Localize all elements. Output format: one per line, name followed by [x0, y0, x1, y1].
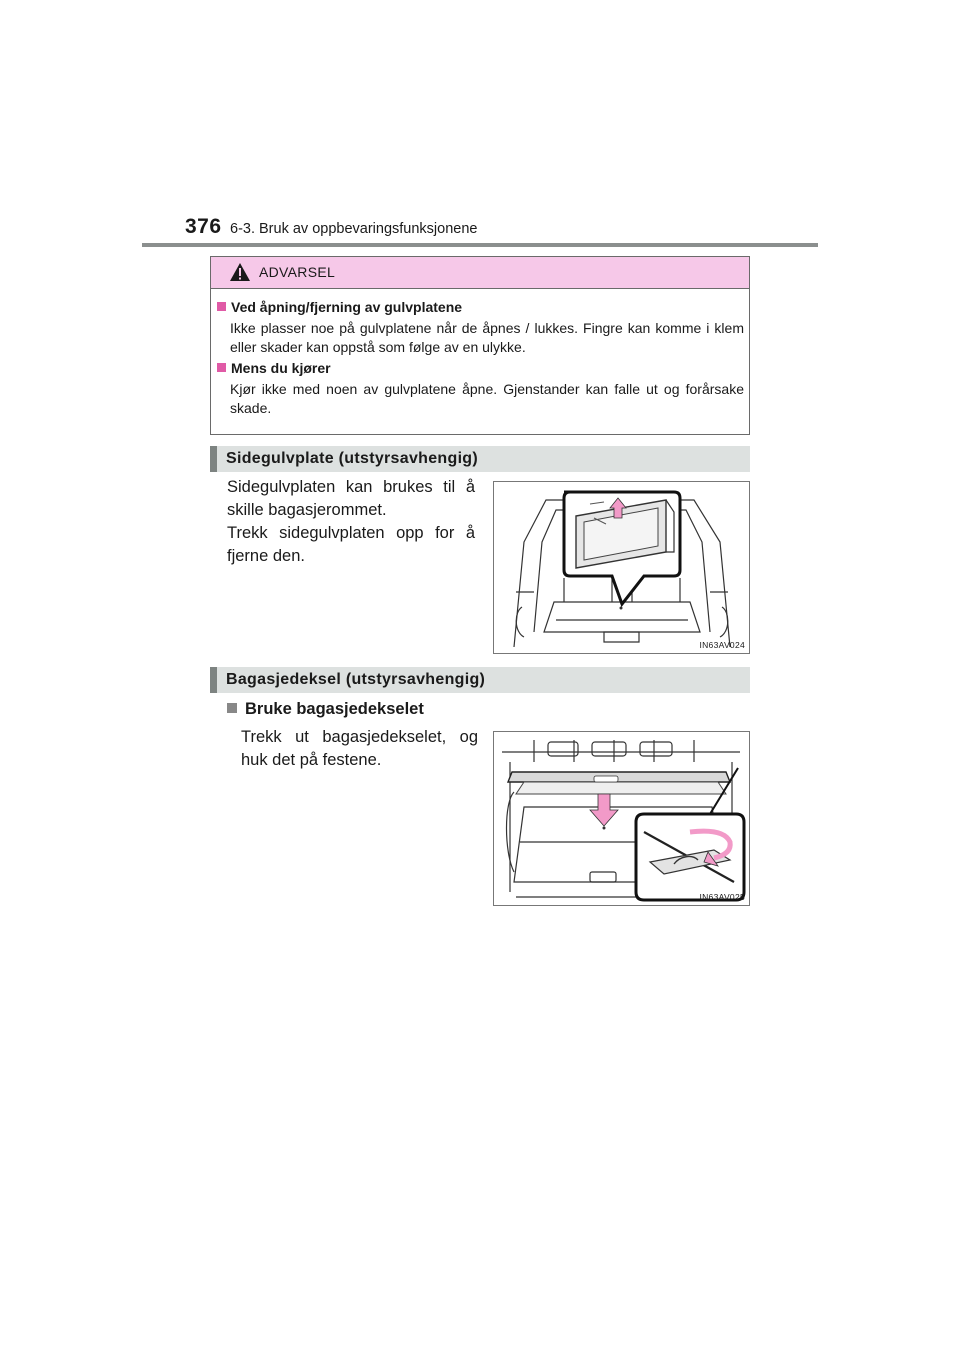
figure-code: IN63AV024: [699, 640, 745, 650]
warning-box: [210, 256, 750, 435]
warning-item-text: Kjør ikke med noen av gulvplatene åpne. Gjenstander kan falle ut og forårsake skade.: [230, 381, 744, 416]
tonneau-cover-illustration: [493, 731, 750, 906]
body-paragraph: Sidegulvplaten kan brukes til å skille bagasjerommet.: [227, 478, 475, 519]
page-number: 376: [185, 215, 222, 238]
chapter-title: 6-3. Bruk av oppbevaringsfunksjonene: [230, 221, 478, 237]
warning-header: [211, 257, 749, 289]
bullet-square-icon: [217, 302, 226, 311]
side-floor-plate-illustration: [493, 481, 750, 654]
bullet-square-icon: [217, 363, 226, 372]
warning-item-heading: Ved åpning/fjerning av gulvplatene: [217, 299, 462, 315]
body-paragraph: Trekk sidegulvplaten opp for å fjerne den.: [227, 524, 475, 565]
header-rule: [142, 243, 818, 247]
figure-code: IN63AV025: [699, 892, 745, 902]
warning-title: ADVARSEL: [259, 264, 336, 280]
sub-heading: Bruke bagasjedekselet: [227, 700, 424, 719]
warning-item-text: Ikke plasser noe på gulvplatene når de åpnes / lukkes. Fingre kan komme i klem eller skader kan oppstå som følge av en ulykke.: [230, 320, 744, 355]
section-heading: Bagasjedeksel (utstyrsavhengig): [210, 667, 750, 693]
bullet-square-icon: [227, 703, 237, 713]
body-paragraph: Trekk ut bagasjedekselet, og huk det på festene.: [241, 728, 478, 769]
warning-item-heading: Mens du kjører: [217, 360, 331, 376]
section-heading: Sidegulvplate (utstyrsavhengig): [210, 446, 750, 472]
warning-triangle-icon: [229, 262, 251, 282]
